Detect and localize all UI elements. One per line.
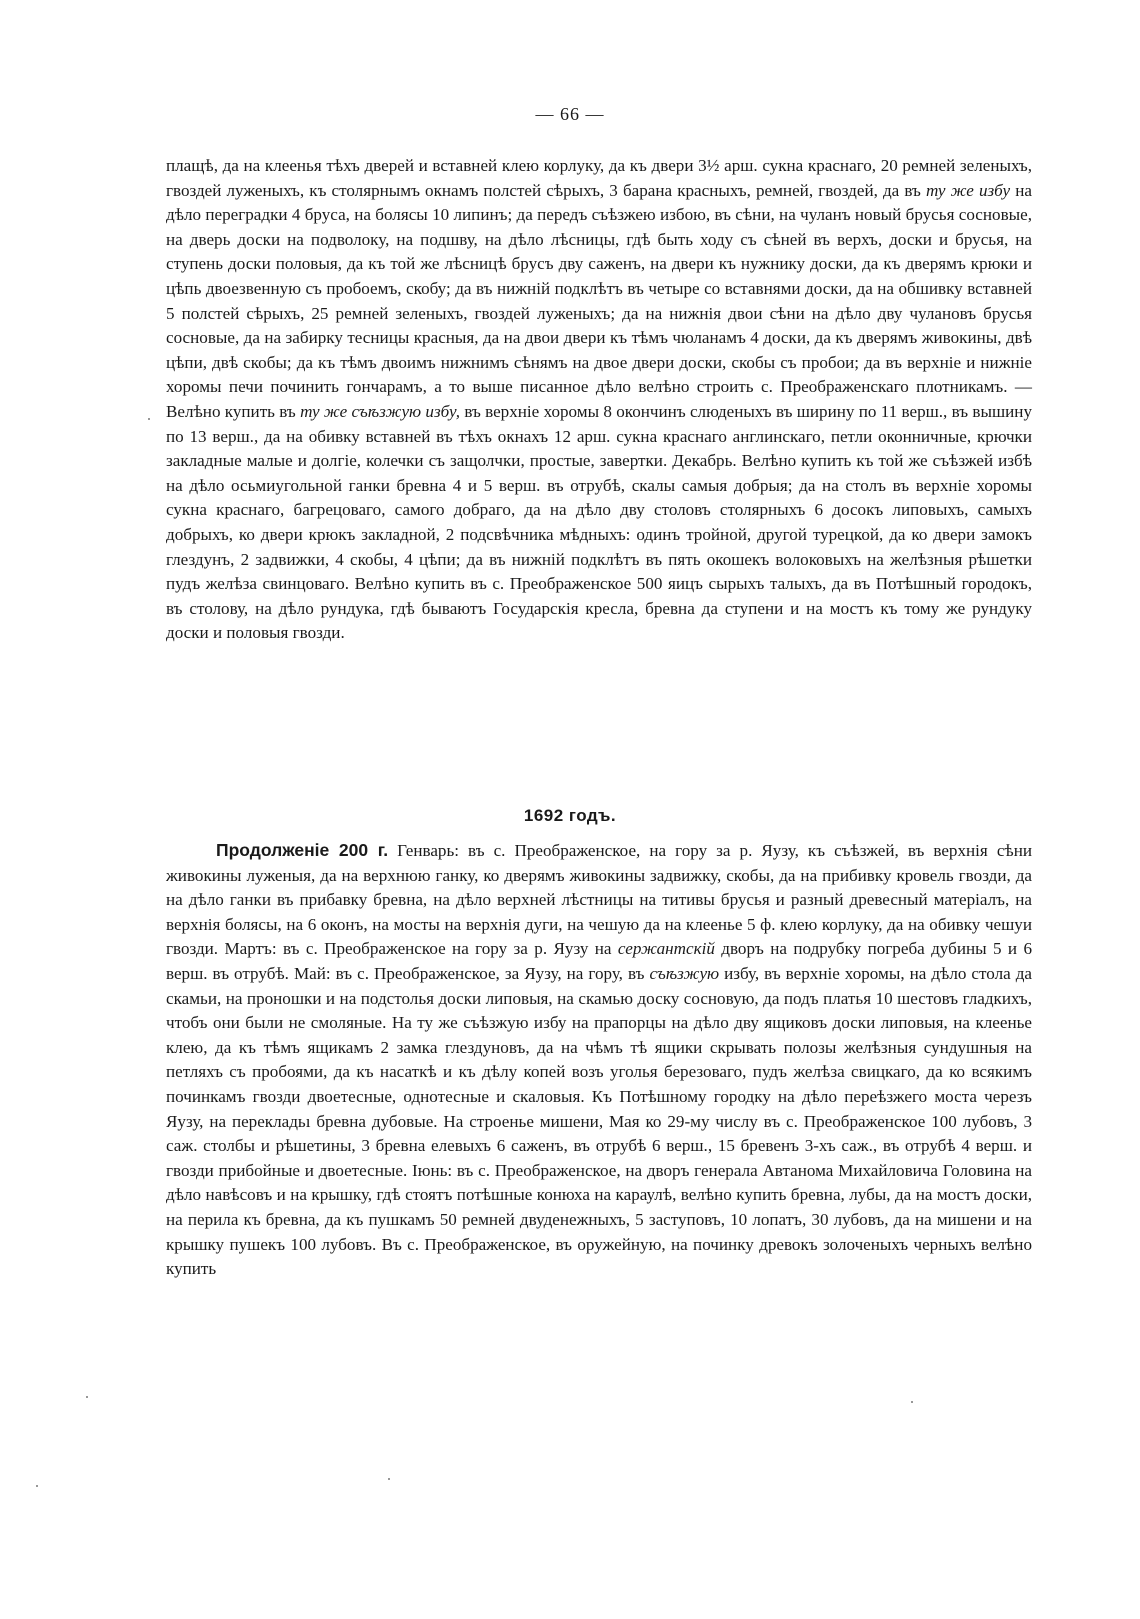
scan-speck	[148, 418, 150, 420]
paragraph-lead: Продолженіе 200 г.	[216, 840, 389, 860]
paragraph-text: въ верхніе хоромы 8 окончинъ слюденыхъ въ ширину по 11 верш., въ вышину по 13 верш., да на обивку вставней въ тѣхъ окнахъ 12 арш. сукна краснаго англинскаго, петли оконничные, крючки закладные малые и долгіе, колечки съ защолчки, простые, завертки. Декабрь. Велѣно купить къ той же съѣзжей избѣ на дѣло осьмиугольной ганки бревна 4 и 5 верш. въ отрубѣ, скалы самыя добрыя; да на столъ въ верхніе хоромы сукна краснаго, багрецоваго, самого добраго, да на дѣло дву столовъ столярныхъ 6 досокъ липовыхъ, самыхъ добрыхъ, ко двери крюкъ закладной, 2 подсвѣчника мѣдныхъ: одинъ тройной, другой турецкой, да ко двери замокъ глездунъ, 2 задвижки, 4 скобы, 4 цѣпи; да въ нижній подклѣтъ въ пять окошекъ волоковыхъ на желѣзныя рѣшетки пудъ желѣза свинцоваго. Велѣно купить въ с. Преображенское 500 яицъ сырыхъ талыхъ, да въ Потѣшный городокъ, въ столову, на дѣло рундука, гдѣ бываютъ Государскія кресла, бревна да ступени и на мостъ къ тому же рундуку доски и половыя гвозди.	[166, 401, 1032, 643]
section-heading: 1692 годъ.	[523, 806, 617, 825]
scan-speck	[86, 1396, 88, 1398]
paragraph-text: Генварь: въ с. Преображенское, на гору за р. Яузу, къ съѣзжей, въ верхнія сѣни живокины луженыя, да на верхнюю ганку, ко дверямъ живокины задвижку, скобы, да на прибивку кровель гвозди, да на дѣло ганки въ прибавку бревна, на дѣло верхней лѣстницы на титивы брусья и разный древесный матеріалъ, на верхнія болясы, на 6 оконъ, на мосты на верхнія дуги, на чешую да на клеенье 5 ф. клею корлуку, да на обивку чешуи гвозди. Мартъ: въ с. Преображенское на гору за р. Яузу на	[166, 841, 1032, 959]
paragraph-text: избу, въ верхніе хоромы, на дѣло стола да скамьи, на проношки и на подстолья доски липовыя, на скамью доску сосновую, да подъ платья 10 шестовъ гладкихъ, чтобъ они были не смоляные. На ту же съѣзжую избу на прапорцы на дѣло дву ящиковъ доски липовыя, на клеенье клею, да къ тѣмъ ящикамъ 2 замка глездуновъ, да на чѣмъ тѣ ящики скрывать полозы желѣзныя сундушныя на петляхъ съ пробоями, да къ насаткѣ и къ дѣлу копей возъ уголья березоваго, пудъ желѣза свицкаго, да ко всякимъ починкамъ гвозди двоетесные, однотесные и скаловыя. Къ Потѣшному городку на дѣло переѣзжего моста черезъ Яузу, на перекладьı бревна дубовые. На строенье мишени, Мая ко 29-му числу въ с. Преображенское 100 лубовъ, 3 саж. столбы и рѣшетины, 3 бревна елевыхъ 6 саженъ, въ отрубѣ 6 верш., 15 бревенъ 3-хъ саж., въ отрубѣ 4 верш. и гвозди прибойные и двоетесные. Іюнь: въ с. Преображенское, на дворъ генерала Автанома Михайловича Головина на дѣло навѣсовъ и на крышку, гдѣ стоятъ потѣшные конюха на караулѣ, велѣно купить бревна, лубы, да на мостъ доски, на перила къ бревна, да къ пушкамъ 50 ремней двуденежныхъ, 5 заступовъ, 10 лопатъ, 30 лубовъ, да на мишени и на крышку пушекъ 100 лубовъ. Въ с. Преображенское, въ оружейную, на починку древокъ золоченыхъ черныхъ велѣно купить	[166, 963, 1032, 1279]
italic-phrase: ту же съѣзжую избу,	[300, 401, 461, 421]
italic-phrase: ту же избу	[925, 180, 1011, 200]
paragraph-text: дворъ на подрубку погреба дубины 5 и 6 верш. въ отрубѣ. Май: въ с. Преображенское, за Яузу, на гору, въ	[166, 939, 1033, 983]
paragraph-continuation	[166, 154, 1032, 646]
italic-phrase: съѣзжую	[649, 963, 720, 983]
scan-speck	[911, 1401, 913, 1403]
page-number: — 66 —	[535, 104, 605, 124]
paragraph-1692	[166, 838, 1032, 1282]
scan-speck	[388, 1478, 390, 1480]
paragraph-text: плащѣ, да на клеенья тѣхъ дверей и вставней клею корлуку, да къ двери 3½ арш. сукна краснаго, 20 ремней зеленыхъ, гвоздей луженыхъ, къ столярнымъ окнамъ полстей сѣрыхъ, 3 барана красныхъ, ремней, гвоздей, да въ	[166, 156, 1032, 200]
scan-speck	[36, 1485, 38, 1487]
italic-phrase: сержантскій	[617, 939, 715, 959]
paragraph-text: на дѣло перегрaдки 4 бруса, на болясы 10 липинъ; да передъ съѣзжею избою, въ сѣни, на чуланъ новый брусья сосновые, на дверь доски на подволоку, на подшву, на дѣло лѣсницы, гдѣ быть ходу съ сѣней въ верхъ, доски и брусья, на ступень доски половыя, да къ той же лѣсницѣ брусъ дву саженъ, на двери къ нужнику доски, да къ дверямъ крюки и цѣпь двоезвенную съ пробоемъ, скобу; да въ нижній подклѣтъ въ четыре со вставнями доски, да на обшивку вставней 5 полстей сѣрыхъ, 25 ремней зеленыхъ, гвоздей луженыхъ; да на нижнія двои сѣни на дѣло дву чулановъ брусья сосновые, да на забирку тесницы красныя, да на двои двери къ тѣмъ чюланамъ 4 доски, да къ дверямъ живокины, двѣ цѣпи, двѣ скобы; да къ тѣмъ двоимъ нижнимъ сѣнямъ на двое двери доски, скобы съ пробои; да въ верхніе и нижніе хоромы печи починить гончарамъ, а то выше писанное дѣло велѣно строить с. Преображенскаго плотникамъ. — Велѣно купить въ	[166, 180, 1032, 421]
